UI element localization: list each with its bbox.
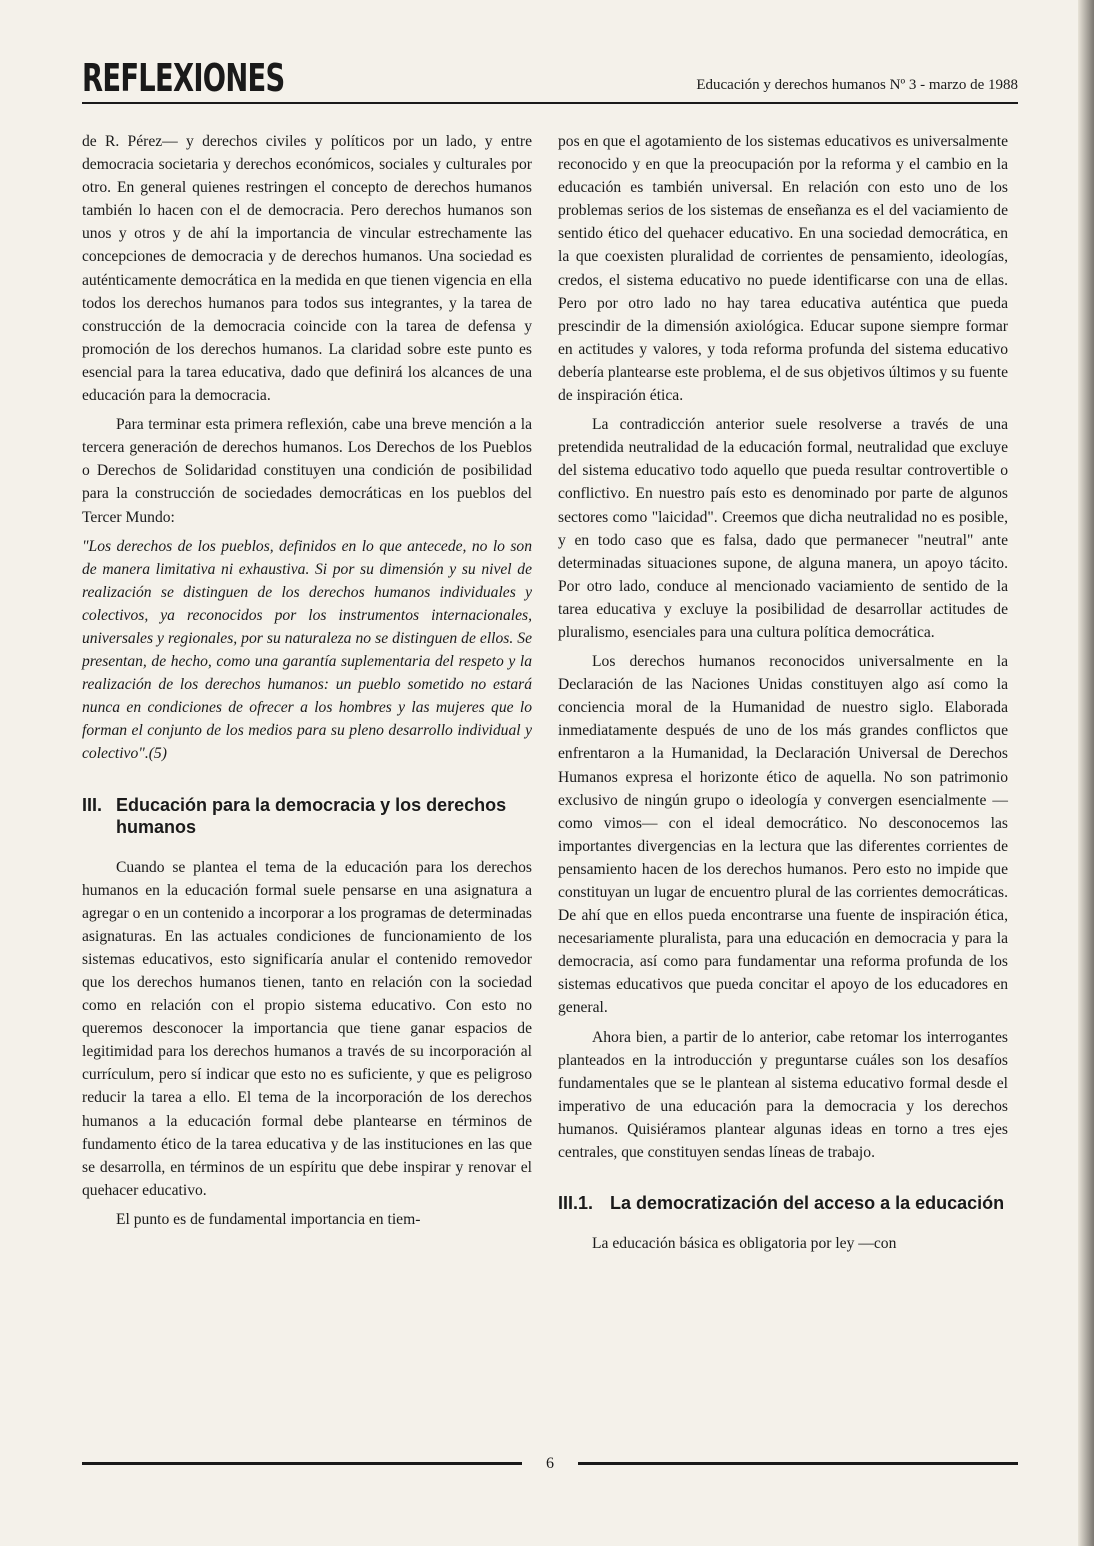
paragraph: Los derechos humanos reconocidos universalmente en la Declaración de las Naciones Unidas constituyen algo así como la conciencia moral de la Humanidad de nuestro siglo. Elaborada inmediatamente después de uno de los más grandes conflictos que enfrentaron a la Humanidad, la Declaración Universal de Derechos Humanos expresa el horizonte ético de aquella. No son patrimonio exclusivo de ningún grupo o ideología y convergen esencialmente —como vimos— con el ideal democrático. No desconocemos las importantes divergencias en la lectura que las diferentes corrientes de pensamiento hacen de los derechos humanos. Pero esto no impide que constituyan un lugar de encuentro plural de las corrientes democráticas. De ahí que en ellos pueda encontrarse una fuente de inspiración ética, necesariamente pluralista, para una educación en democracia y para la democracia, así como para fundamentar una reforma profunda de los sistemas educativos que pueda concitar el apoyo de los educadores en general. <box>558 653 1008 1017</box>
section-title: Educación para la democracia y los derechos humanos <box>116 794 507 837</box>
paragraph: pos en que el agotamiento de los sistemas educativos es universalmente reconocido y en que la preocupación por la reforma y el cambio en la educación es también universal. En relación con esto uno de los problemas serios de los sistemas de enseñanza es el del vaciamiento de sentido ético del quehacer educativo. En una sociedad democrática, en la que coexisten pluralidad de corrientes de pensamiento, ideologías, credos, el sistema educativo no puede identificarse con una de ellas. Pero por otro lado no hay tarea educativa auténtica que pueda prescindir de la dimensión axiológica. Educar supone siempre formar en actitudes y valores, y toda reforma profunda del sistema educativo debería plantearse este problema, el de sus objetivos últimos y su fuente de inspiración ética. <box>558 133 1008 405</box>
paragraph: de R. Pérez— y derechos civiles y políticos por un lado, y entre democracia societaria y derechos económicos, sociales y culturales por otro. En general quienes restringen el concepto de derechos humanos también lo hacen con el de democracia. Pero derechos humanos son unos y otros y de ahí la importancia de vincular estrechamente las concepciones de democracia y de derechos humanos. Una sociedad es auténticamente democrática en la medida en que tienen vigencia en ella todos los derechos humanos para todos sus integrantes, y la tarea de construcción de la democracia coincide con la tarea de defensa y promoción de los derechos humanos. La claridad sobre este punto es esencial para la tarea educativa, dado que definirá los alcances de una educación para la democracia. <box>82 133 532 405</box>
page-number: 6 <box>546 1455 554 1472</box>
paragraph: La educación básica es obligatoria por ley —con <box>592 1235 897 1253</box>
section-number: III. <box>82 794 103 815</box>
subsection-number: III.1. <box>558 1193 594 1214</box>
footer-rule-right <box>578 1462 1018 1465</box>
paragraph: Ahora bien, a partir de lo anterior, cabe retomar los interrogantes planteados en la introducción y preguntarse cuáles son los desafíos fundamentales que se le plantean al sistema educativo formal desde el imperativo de una educación para la democracia y los derechos humanos. Quisiéramos plantear algunas ideas en torno a tres ejes centrales, que constituyen sendas líneas de trabajo. <box>558 1028 1008 1162</box>
paragraph: Cuando se plantea el tema de la educación para los derechos humanos en la educación formal suele pensarse en una asignatura a agregar o en un contenido a incorporar a los programas de determinadas asignaturas. En las actuales condiciones de funcionamiento de los sistemas educativos, esto significaría anular el contenido removedor que los derechos humanos tienen, tanto en relación con la sociedad como en relación con el propio sistema educativo. Con esto no queremos desconocer la importancia que tiene ganar espacios de legitimidad para los derechos humanos a través de su incorporación al currículum, pero sí indicar que esto no es suficiente, y que es peligroso reducir la tarea a ello. El tema de la incorporación de los derechos humanos a la educación formal debe plantearse en términos de fundamento ético de la tarea educativa y de las instituciones en las que se desarrolla, en términos de un espíritu que debe inspirar y renovar el quehacer educativo. <box>82 858 532 1199</box>
subsection-heading <box>558 1192 1008 1214</box>
subsection-title: La democratización del acceso a la educación <box>610 1193 1005 1214</box>
page-edge-shadow <box>1078 0 1094 1546</box>
section-heading <box>82 794 532 838</box>
issue-line: Educación y derechos humanos Nº 3 - marzo de 1988 <box>696 77 1018 93</box>
block-quote: "Los derechos de los pueblos, definidos en lo que antecede, no lo son de manera limitativa ni exhaustiva. Si por su dimensión y su nivel de realización se distinguen de los derechos humanos individuales y colectivos, ya reconocidos por los instrumentos internacionales, universales y regionales, por su naturaleza no se distinguen de ellos. Se presentan, de hecho, como una garantía suplementaria del respeto y la realización de los derechos humanos: un pueblo sometido no estará nunca en condiciones de ofrecer a los hombres y las mujeres que lo forman el conjunto de los medios para su pleno desarrollo individual y colectivo".(5) <box>82 537 532 763</box>
paragraph: Para terminar esta primera reflexión, cabe una breve mención a la tercera generación de derechos humanos. Los Derechos de los Pueblos o Derechos de Solidaridad constituyen una condición de posibilidad para la construcción de sociedades democráticas en los pueblos del Tercer Mundo: <box>82 416 532 526</box>
paragraph: El punto es de fundamental importancia en tiem- <box>116 1210 421 1228</box>
left-column <box>82 130 532 1237</box>
right-column <box>558 130 1008 1261</box>
paragraph: La contradicción anterior suele resolverse a través de una pretendida neutralidad de la educación formal, neutralidad que excluye del sistema educativo todo aquello que pueda resultar controvertible o conflictivo. En nuestro país esto es denominado por parte de algunos sectores como "laicidad". Creemos que dicha neutralidad no es posible, y en todo caso que es falsa, dado que permanecer "neutral" ante determinadas situaciones supone, de alguna manera, un apoyo tácito. Por otro lado, conduce al mencionado vaciamiento de sentido de la tarea educativa y excluye la posibilidad de desarrollar actitudes de pluralismo, esenciales para una cultura política democrática. <box>558 416 1008 641</box>
page-header <box>82 52 1018 104</box>
magazine-logo: REFLEXIONES <box>82 56 285 100</box>
page-footer <box>82 1454 1018 1474</box>
